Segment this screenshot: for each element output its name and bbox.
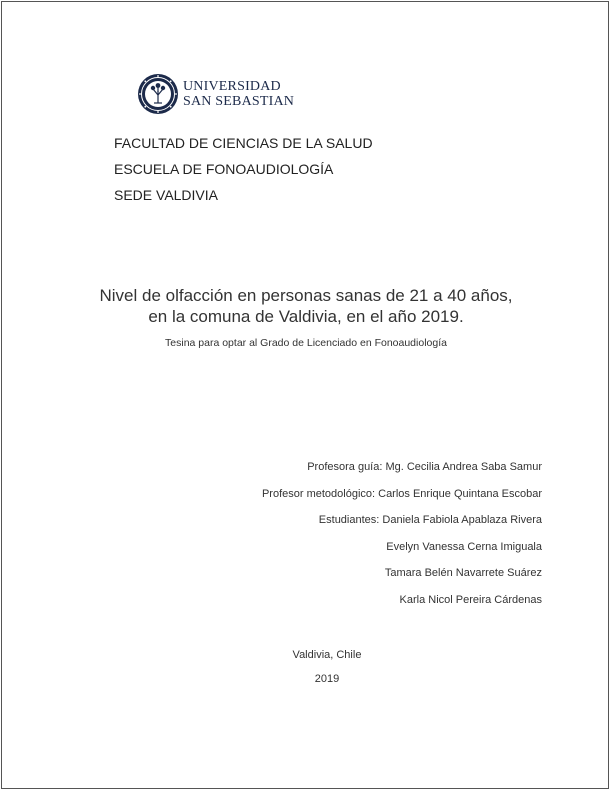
campus-name: SEDE VALDIVIA: [114, 187, 219, 203]
university-wordmark: [183, 79, 294, 109]
university-seal-icon: [137, 73, 179, 115]
thesis-title-line2: en la comuna de Valdivia, en el año 2019.: [148, 307, 464, 326]
thesis-subtitle: Tesina para optar al Grado de Licenciado en Fonoaudiología: [165, 337, 447, 349]
thesis-title-block: [60, 285, 552, 350]
student-name: Tamara Belén Navarrete Suárez: [384, 567, 542, 579]
methodology-professor: Profesor metodológico: Carlos Enrique Quintana Escobar: [261, 487, 542, 500]
faculty-name: FACULTAD DE CIENCIAS DE LA SALUD: [114, 135, 373, 151]
student-name: Evelyn Vanessa Cerna Imiguala: [386, 540, 542, 553]
credits-block: [262, 459, 542, 618]
place-date-block: [227, 647, 427, 687]
student-name: Estudiantes: Daniela Fabiola Apablaza Rivera: [318, 514, 542, 526]
guide-professor: Profesora guía: Mg. Cecilia Andrea Saba Samur: [307, 461, 542, 473]
place: Valdivia, Chile: [292, 649, 362, 661]
student-name: Karla Nicol Pereira Cárdenas: [399, 593, 542, 606]
thesis-title-line1: Nivel de olfacción en personas sanas de 21 a 40 años,: [99, 286, 513, 305]
faculty-block: [114, 130, 373, 208]
university-name-line1: UNIVERSIDAD: [183, 79, 281, 94]
school-name: ESCUELA DE FONOAUDIOLOGÍA: [114, 161, 334, 177]
university-name-line2: SAN SEBASTIAN: [183, 94, 295, 109]
year: 2019: [314, 673, 340, 685]
university-logo: [137, 73, 294, 115]
